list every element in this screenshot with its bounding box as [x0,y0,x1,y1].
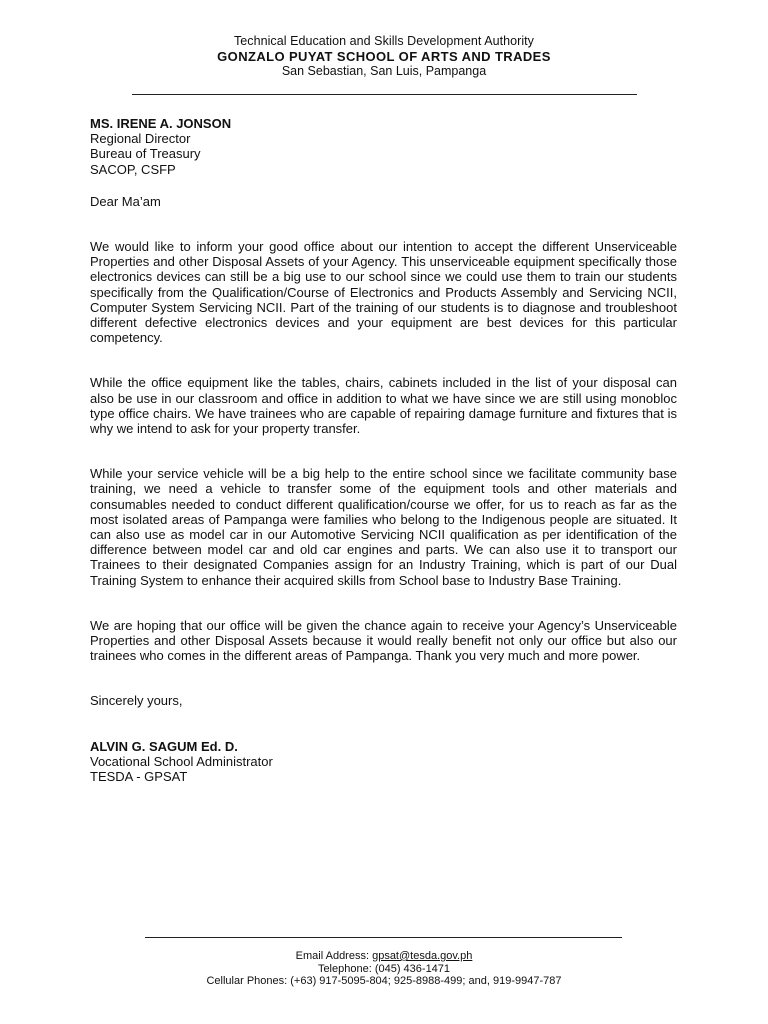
recipient-unit: SACOP, CSFP [90,161,176,177]
letterhead [0,34,768,79]
school-address: San Sebastian, San Luis, Pampanga [281,64,487,78]
email-label: Email Address: [295,950,373,962]
recipient-block [90,116,677,177]
school-name: GONZALO PUYAT SCHOOL OF ARTS AND TRADES [217,49,551,64]
header-divider [132,94,637,95]
salutation: Dear Ma’am [90,193,161,209]
footer-email-line [0,950,768,963]
signatory-name: ALVIN G. SAGUM Ed. D. [90,738,238,754]
recipient-name: MS. IRENE A. JONSON [90,116,232,131]
recipient-office: Bureau of Treasury [90,146,201,162]
paragraph-3: While your service vehicle will be a big help to the entire school since we facilitate community base training, we need a vehicle to transfer some of the equipment tools and other materials and consumables needed to conduct different qualification/course we offer, for us to reach as far as the most isolated areas of Pampanga were families who belong to the Indigenous people are situated. It can also use as model car in our Automotive Servicing NCII qualification as per identification of the difference between model car and old car engines and parts. We can also use it to transport our Trainees to their designated Companies assign for an Industry Training, which is part of our Dual Training System to enhance their acquired skills from School base to Industry Base Training. [90,466,677,588]
letter-body [90,116,677,784]
signatory-block [90,739,677,785]
recipient-title: Regional Director [90,131,191,147]
footer-divider [145,937,622,938]
signatory-office: TESDA - GPSAT [90,769,188,785]
footer-cellular: Cellular Phones: (+63) 917-5095-804; 925-8988-499; and, 919-9947-787 [206,975,562,987]
closing: Sincerely yours, [90,693,183,709]
footer-telephone: Telephone: (045) 436-1471 [317,962,451,975]
paragraph-1: We would like to inform your good office about our intention to accept the different Unserviceable Properties and other Disposal Assets of your Agency. This unserviceable equipment specifically those electronics devices can still be a big use to our school since we could use them to train our students specifically from the Qualification/Course of Electronics and Products Assembly and Servicing NCII, Computer System Servicing NCII. Part of the training of our students is to diagnose and troubleshoot different defective electronics devices and your equipment are best devices for this particular competency. [90,239,677,346]
agency-name: Technical Education and Skills Development Authority [234,34,534,48]
paragraph-4: We are hoping that our office will be given the chance again to receive your Agency’s Unserviceable Properties and other Disposal Assets because it would really benefit not only our office but also our trainees who comes in the different areas of Pampanga. Thank you very much and more power. [90,617,677,664]
paragraph-2: While the office equipment like the tables, chairs, cabinets included in the list of your disposal can also be use in our classroom and office in addition to what we have since we are still using monobloc type office chairs. We have trainees who are capable of repairing damage furniture and fixtures that is why we intend to ask for your property transfer. [90,375,677,437]
signatory-position: Vocational School Administrator [90,753,273,769]
footer [0,950,768,988]
email-link[interactable]: gpsat@tesda.gov.ph [372,950,473,962]
